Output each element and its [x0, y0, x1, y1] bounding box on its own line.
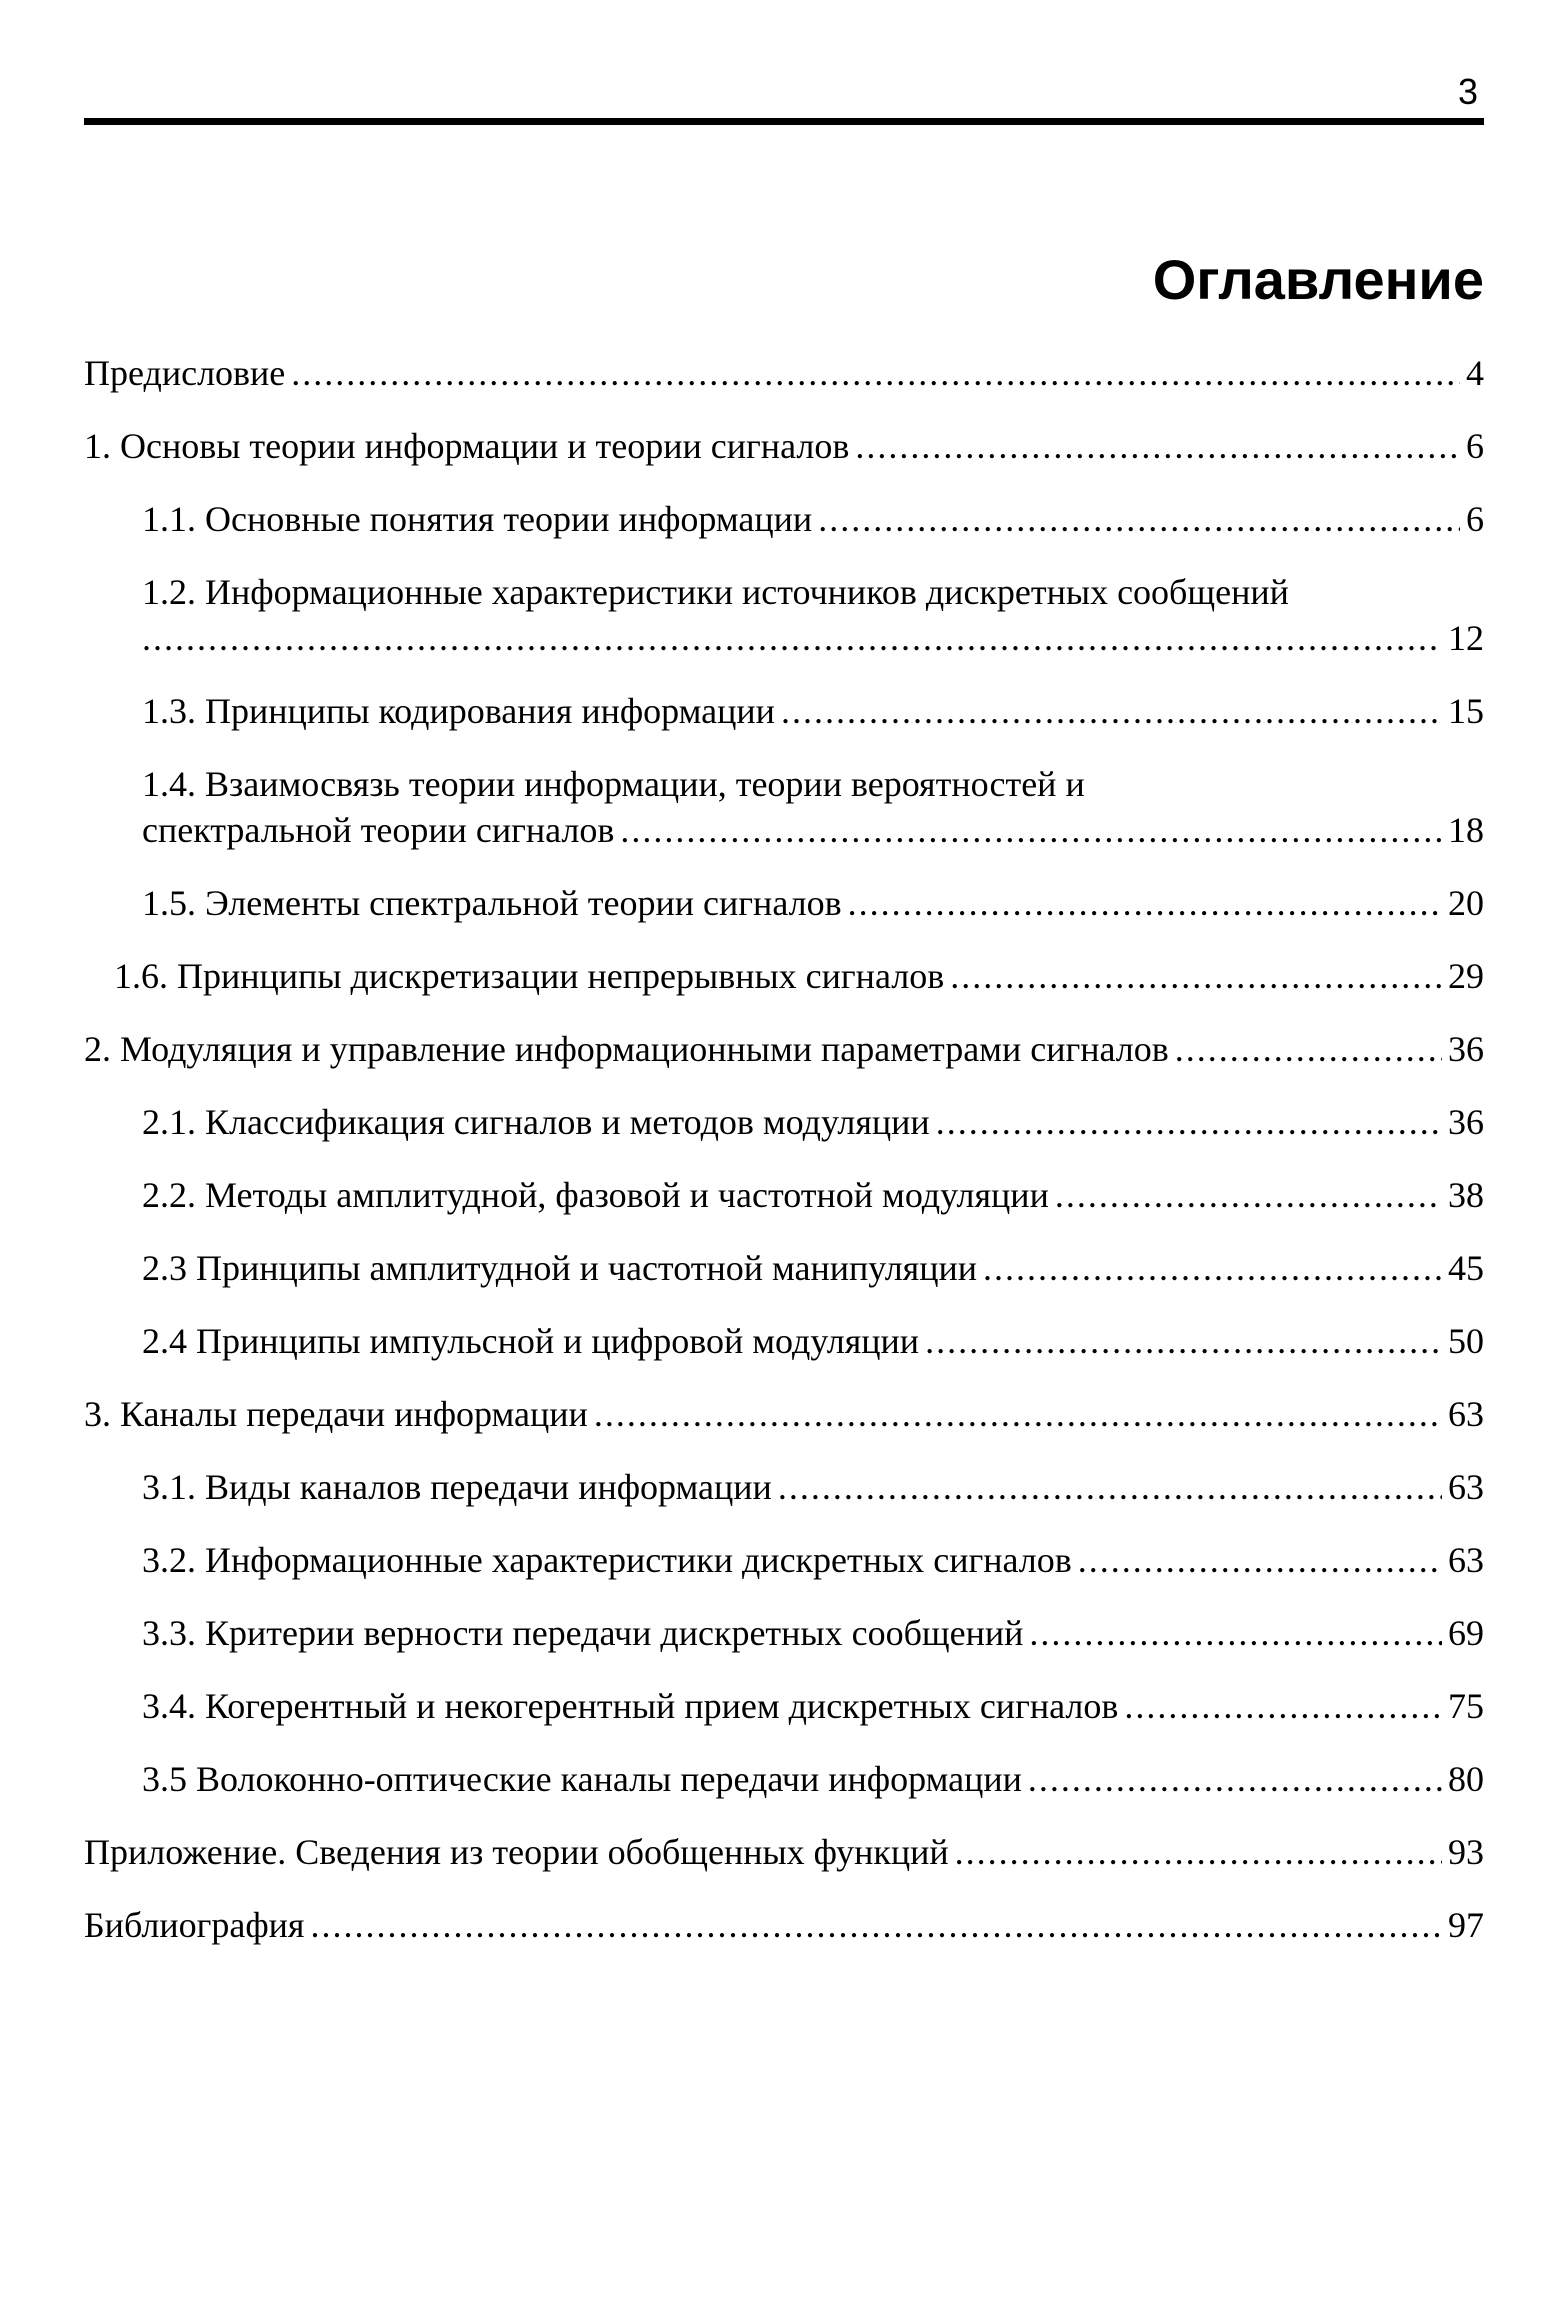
toc-entry-title: 1.6. Принципы дискретизации непрерывных сигналов [114, 956, 945, 996]
toc-entry-page: 38 [1448, 1175, 1484, 1215]
dot-leader [955, 1829, 1442, 1875]
toc-entry-title: 2. Модуляция и управление информационными параметрами сигналов [84, 1029, 1169, 1069]
dot-leader [594, 1391, 1442, 1437]
toc-entry-title-cont: спектральной теории сигналов [142, 810, 615, 850]
toc-entry-page: 97 [1448, 1905, 1484, 1945]
toc-entry-title: 1.2. Информационные характеристики источников дискретных сообщений [142, 572, 1289, 612]
dot-leader [1055, 1172, 1442, 1218]
toc-entry-title: 1.1. Основные понятия теории информации [142, 499, 813, 539]
dot-leader [950, 953, 1442, 999]
toc-entry-title: 3.5 Волоконно-оптические каналы передачи информации [142, 1759, 1022, 1799]
toc-entry-1-4[interactable] [84, 761, 1484, 853]
toc-entry-1-2[interactable] [84, 569, 1484, 661]
toc-entry-title: 2.4 Принципы импульсной и цифровой модуляции [142, 1321, 920, 1361]
dot-leader [848, 880, 1442, 926]
dot-leader [818, 496, 1460, 542]
toc-entry-title: 3.4. Когерентный и некогерентный прием дискретных сигналов [142, 1686, 1119, 1726]
toc-entry-page: 20 [1448, 883, 1484, 923]
toc-entry-2-4[interactable] [84, 1318, 1484, 1364]
toc-entry-title: 2.2. Методы амплитудной, фазовой и частотной модуляции [142, 1175, 1049, 1215]
toc-entry-title: 1.4. Взаимосвязь теории информации, теории вероятностей и [142, 764, 1085, 804]
dot-leader [620, 807, 1442, 853]
dot-leader [310, 1902, 1442, 1948]
toc-entry-chapter-3[interactable] [84, 1391, 1484, 1437]
toc-entry-1-6[interactable] [84, 953, 1484, 999]
dot-leader [778, 1464, 1442, 1510]
toc-entry-2-3[interactable] [84, 1245, 1484, 1291]
toc-entry-page: 63 [1448, 1394, 1484, 1434]
toc-entry-title: Приложение. Сведения из теории обобщенных функций [84, 1832, 949, 1872]
toc-entry-page: 6 [1466, 426, 1484, 466]
toc-entry-title: Предисловие [84, 353, 286, 393]
dot-leader [1028, 1756, 1442, 1802]
toc-entry-3-5[interactable] [84, 1756, 1484, 1802]
toc-entry-page: 63 [1448, 1467, 1484, 1507]
toc-entry-page: 80 [1448, 1759, 1484, 1799]
dot-leader [142, 615, 1442, 661]
toc-entry-bibliography[interactable] [84, 1902, 1484, 1948]
dot-leader [1029, 1610, 1442, 1656]
toc-entry-2-1[interactable] [84, 1099, 1484, 1145]
toc-entry-1-1[interactable] [84, 496, 1484, 542]
toc-entry-page: 15 [1448, 691, 1484, 731]
dot-leader [1175, 1026, 1442, 1072]
toc-entry-3-4[interactable] [84, 1683, 1484, 1729]
toc-entry-page: 50 [1448, 1321, 1484, 1361]
dot-leader [925, 1318, 1442, 1364]
toc-entry-chapter-1[interactable] [84, 423, 1484, 469]
toc-entry-1-3[interactable] [84, 688, 1484, 734]
toc-entry-title: 3.3. Критерии верности передачи дискретных сообщений [142, 1613, 1024, 1653]
dot-leader [1078, 1537, 1442, 1583]
page-number: 3 [1457, 71, 1478, 112]
toc-entry-3-1[interactable] [84, 1464, 1484, 1510]
toc-entry-title: 1. Основы теории информации и теории сигналов [84, 426, 850, 466]
toc-entry-title: 1.5. Элементы спектральной теории сигналов [142, 883, 842, 923]
toc-entry-title: 3.2. Информационные характеристики дискретных сигналов [142, 1540, 1072, 1580]
toc-entry-title: 2.1. Классификация сигналов и методов модуляции [142, 1102, 930, 1142]
toc-entry-page: 75 [1448, 1686, 1484, 1726]
toc-entry-page: 69 [1448, 1613, 1484, 1653]
dot-leader [291, 350, 1460, 396]
toc-entry-page: 6 [1466, 499, 1484, 539]
dot-leader [781, 688, 1442, 734]
toc-entry-3-2[interactable] [84, 1537, 1484, 1583]
dot-leader [1124, 1683, 1442, 1729]
toc-entry-page: 63 [1448, 1540, 1484, 1580]
toc-entry-title: Библиография [84, 1905, 305, 1945]
toc-entry-page: 18 [1448, 810, 1484, 850]
toc-heading: Оглавление [1152, 248, 1484, 311]
toc-entry-chapter-2[interactable] [84, 1026, 1484, 1072]
toc-entry-page: 29 [1448, 956, 1484, 996]
toc-entry-appendix[interactable] [84, 1829, 1484, 1875]
toc-entry-page: 93 [1448, 1832, 1484, 1872]
dot-leader [983, 1245, 1442, 1291]
toc-entry-1-5[interactable] [84, 880, 1484, 926]
toc-entry-title: 1.3. Принципы кодирования информации [142, 691, 775, 731]
dot-leader [936, 1099, 1442, 1145]
toc-entry-2-2[interactable] [84, 1172, 1484, 1218]
toc-entry-page: 36 [1448, 1029, 1484, 1069]
header-rule [84, 118, 1484, 125]
toc-entry-preface[interactable] [84, 350, 1484, 396]
toc-entry-page: 36 [1448, 1102, 1484, 1142]
table-of-contents [84, 350, 1484, 1975]
toc-entry-page: 12 [1448, 618, 1484, 658]
toc-entry-title: 3. Каналы передачи информации [84, 1394, 588, 1434]
toc-entry-title: 2.3 Принципы амплитудной и частотной манипуляции [142, 1248, 978, 1288]
toc-entry-title: 3.1. Виды каналов передачи информации [142, 1467, 772, 1507]
dot-leader [855, 423, 1460, 469]
toc-entry-page: 4 [1466, 353, 1484, 393]
toc-entry-3-3[interactable] [84, 1610, 1484, 1656]
toc-entry-page: 45 [1448, 1248, 1484, 1288]
